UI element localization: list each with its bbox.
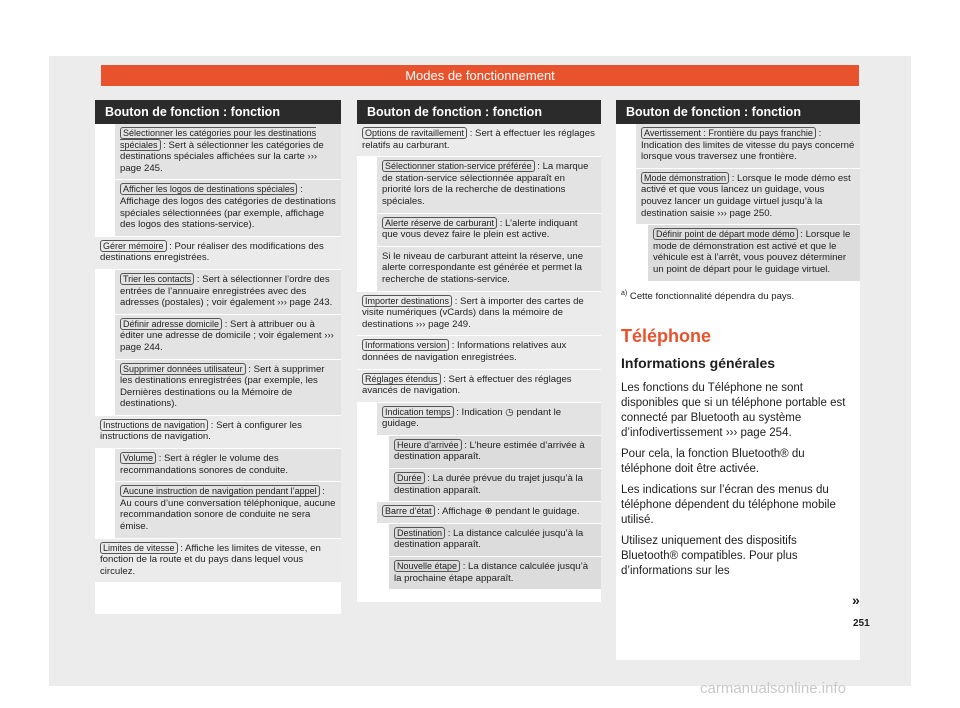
- function-description: : Affichage ⊕ pendant le guidage.: [434, 506, 580, 518]
- function-description: : L’alerte indiquant que vous devez faire le plein est active.: [382, 217, 578, 241]
- function-button-label: Durée: [394, 472, 425, 484]
- table-row: [377, 502, 601, 524]
- function-button-label: Trier les contacts: [120, 273, 194, 285]
- function-description: : Sert à importer des cartes de visite numériques (vCards) dans la mémoire de destinations ››› page 249.: [362, 295, 584, 330]
- function-description: : Sert à sélectionner les catégories de destinations spéciales affichées sur la carte ››› page 245.: [120, 139, 324, 174]
- function-button-label: Destination: [394, 527, 445, 539]
- continue-mark: »: [852, 592, 860, 608]
- table-row: [115, 270, 341, 315]
- table-row: [377, 214, 601, 247]
- function-button-label: Instructions de navigation: [100, 419, 208, 431]
- table-row: [115, 482, 341, 538]
- function-button-label: Supprimer données utilisateur: [120, 363, 246, 375]
- paragraph: Utilisez uniquement des dispositifs Bluetooth® compatibles. Pour plus d’informations sur les: [621, 534, 798, 577]
- table-row: [115, 449, 341, 482]
- function-table-1: [95, 100, 341, 614]
- function-description: : Lorsque le mode démo est activé et que vous lancez un guidage, vous pouvez lancer un guidage virtuel jusqu’à la destination saisie ››› page 250.: [641, 172, 851, 219]
- function-button-label: Heure d’arrivée: [394, 439, 462, 451]
- function-button-label: Nouvelle étape: [394, 560, 460, 572]
- table-row: [377, 157, 601, 213]
- table-header: Bouton de fonction : fonction: [616, 100, 860, 124]
- table-row: [95, 416, 341, 449]
- table-row: [636, 124, 860, 169]
- paragraph: Pour cela, la fonction Bluetooth® du téléphone doit être activée.: [621, 447, 805, 475]
- table-row: [95, 539, 341, 584]
- function-description: : Informations relatives aux données de navigation enregistrées.: [362, 340, 567, 363]
- function-description: : La distance calculée jusqu’à la prochaine étape apparaît.: [394, 561, 589, 584]
- function-table-2: [357, 100, 601, 602]
- table-row: [357, 336, 601, 369]
- paragraph: Les indications sur l’écran des menus du téléphone dépendent du téléphone mobile utilisé.: [621, 483, 836, 526]
- function-button-label: Alerte réserve de carburant: [382, 217, 497, 229]
- table-row: [377, 403, 601, 436]
- function-button-label: Options de ravitaillement: [362, 127, 467, 139]
- table-row: [357, 124, 601, 157]
- function-button-label: Volume: [120, 452, 156, 464]
- function-description: Si le niveau de carburant atteint la réserve, une alerte correspondante est générée et permet la recherche de stations-service.: [382, 250, 584, 285]
- table-row: [636, 169, 860, 225]
- function-button-label: Sélectionner station-service préférée: [382, 160, 535, 172]
- function-button-label: Importer destinations: [362, 295, 452, 307]
- function-description: : Sert à effectuer des réglages avancés de navigation.: [362, 373, 572, 397]
- table-row: [115, 315, 341, 360]
- function-description: : La distance calculée jusqu’à la destination apparaît.: [394, 527, 584, 551]
- function-button-label: Informations version: [362, 339, 449, 351]
- paragraph: Les fonctions du Téléphone ne sont disponibles que si un téléphone portable est connecté par Bluetooth au système d’infodivertissement ››› page 254.: [621, 381, 846, 439]
- table-row: [115, 124, 341, 180]
- function-description: : Sert à attribuer ou à éditer une adresse de domicile ; voir également ››› page 244.: [120, 318, 334, 353]
- table-row: [389, 436, 601, 469]
- subsection-title: Informations générales: [621, 354, 776, 371]
- page-number: 251: [853, 618, 870, 629]
- function-button-label: Définir adresse domicile: [120, 318, 222, 330]
- function-button-label: Réglages étendus: [362, 373, 441, 385]
- function-button-label: Limites de vitesse: [100, 542, 178, 554]
- function-button-label: Indication temps: [382, 406, 454, 418]
- function-description: : Indication ◷ pendant le guidage.: [382, 406, 562, 430]
- table-header: Bouton de fonction : fonction: [95, 100, 341, 124]
- function-button-label: Définir point de départ mode démo: [653, 228, 798, 240]
- table-row: [389, 469, 601, 502]
- function-button-label: Avertissement : Frontière du pays franchie: [641, 127, 816, 139]
- table-row: [389, 524, 601, 557]
- function-description: : Affichage des logos des catégories de destinations spéciales sélectionnées (par exemple, affichage des logos des stations-service).: [120, 184, 336, 231]
- function-description: : Au cours d’une conversation téléphonique, aucune recommandation sonore de conduite ne sera émise.: [120, 486, 336, 533]
- function-button-label: Afficher les logos de destinations spéciales: [120, 183, 297, 195]
- table-row: [389, 557, 601, 590]
- function-description: : Sert à sélectionner l’ordre des entrées de l’annuaire enregistrées avec des adresses (postales) ; voir également ››› page 243.: [120, 273, 333, 309]
- table-row: [357, 370, 601, 403]
- function-button-label: Aucune instruction de navigation pendant l’appel: [120, 485, 320, 497]
- function-description: : Pour réaliser des modifications des destinations enregistrées.: [100, 240, 324, 264]
- watermark: carmanualsonline.info: [700, 680, 846, 697]
- footnote: $^{a)}$ Cette fonctionnalité dépendra du pays.: [621, 289, 795, 302]
- function-description: : Sert à régler le volume des recommandations sonores de conduite.: [120, 453, 288, 476]
- function-description: : L’heure estimée d’arrivée à destination apparaît.: [394, 439, 585, 463]
- function-description: : Lorsque le mode de démonstration est activé et que le véhicule est à l’arrêt, vous pouvez déterminer un point de départ pour le guidage virtuel.: [653, 229, 851, 275]
- function-button-label: Sélectionner les catégories pour les destinations spéciales: [120, 128, 317, 150]
- function-button-label: Mode démonstration: [641, 172, 729, 184]
- table-row: [95, 237, 341, 270]
- table-row: [115, 360, 341, 416]
- function-button-label: Gérer mémoire: [100, 240, 167, 252]
- function-description: : Indication des limites de vitesse du pays concerné lorsque vous traversez une frontière.: [641, 128, 855, 163]
- table-row: [115, 180, 341, 236]
- function-description: : La marque de station-service sélectionnée apparaît en priorité lors de la recherche de destinations spéciales.: [382, 161, 589, 207]
- function-button-label: Barre d’état: [382, 505, 435, 517]
- function-description: : Affiche les limites de vitesse, en fonction de la route et du pays dans lequel vous circulez.: [100, 542, 321, 577]
- table-row: [357, 292, 601, 337]
- table-row: [377, 247, 601, 292]
- table-row: [648, 225, 860, 281]
- function-description: : Sert à configurer les instructions de navigation.: [100, 419, 302, 443]
- function-description: : Sert à effectuer les réglages relatifs au carburant.: [362, 128, 595, 151]
- page-header: Modes de fonctionnement: [101, 65, 859, 86]
- function-table-3: [616, 100, 860, 660]
- function-description: : Sert à supprimer les destinations enregistrées (par exemple, les Dernières destinations ou la Mémoire de destinations).: [120, 363, 325, 410]
- section-title: Téléphone: [621, 325, 712, 346]
- function-description: : La durée prévue du trajet jusqu’à la destination apparaît.: [394, 473, 583, 496]
- table-header: Bouton de fonction : fonction: [357, 100, 601, 124]
